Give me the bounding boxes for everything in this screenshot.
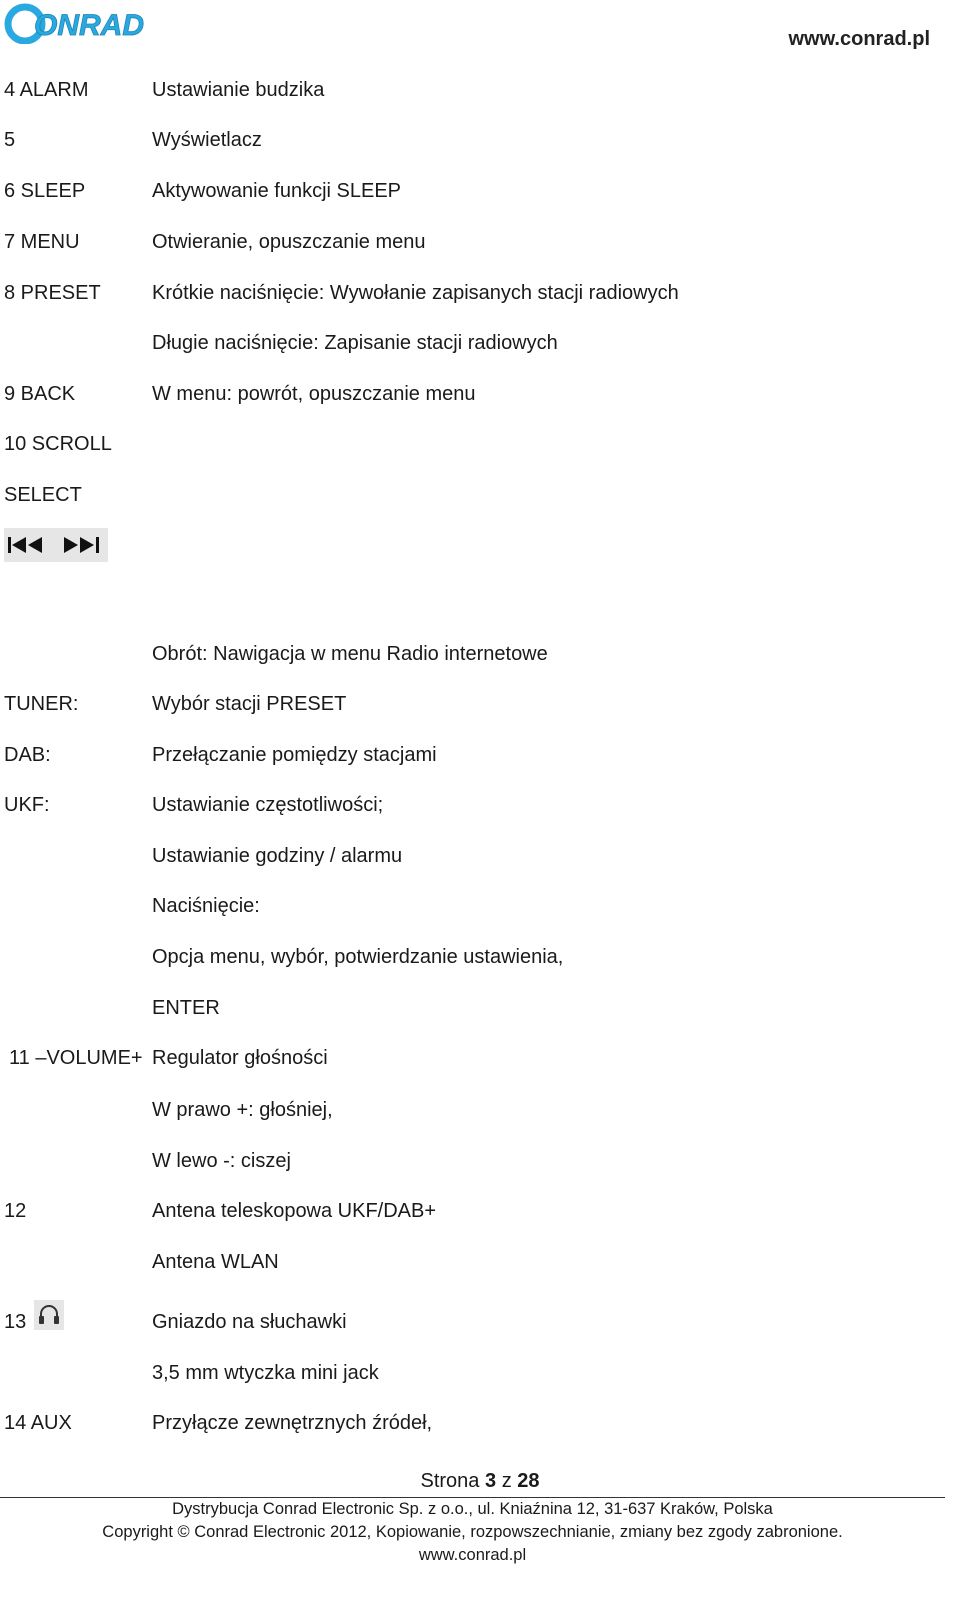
list-item: [0, 480, 960, 510]
item-label: 8 PRESET: [4, 282, 101, 304]
item-description: Przełączanie pomiędzy stacjami: [152, 744, 437, 766]
list-item: [0, 1095, 960, 1125]
list-item: [0, 176, 960, 206]
list-item: [0, 790, 960, 820]
item-description: Ustawianie godziny / alarmu: [152, 845, 403, 867]
list-item: [0, 1043, 960, 1073]
list-item: [0, 1408, 960, 1438]
list-item: [0, 278, 960, 308]
item-label: SELECT: [4, 484, 82, 506]
item-description: Obrót: Nawigacja w menu Radio internetowe: [152, 643, 548, 665]
item-label: 13: [4, 1311, 27, 1333]
svg-text:ONRAD: ONRAD: [34, 9, 144, 42]
site-url[interactable]: www.conrad.pl: [788, 28, 930, 50]
item-description: W prawo +: głośniej,: [152, 1099, 333, 1121]
item-description: Wyświetlacz: [152, 129, 262, 151]
item-description: Aktywowanie funkcji SLEEP: [152, 180, 402, 202]
item-label: 7 MENU: [4, 231, 80, 253]
page-number: Strona 3 z 28: [420, 1470, 540, 1492]
list-item: [0, 125, 960, 155]
item-label: 12: [4, 1200, 27, 1222]
list-item: [0, 689, 960, 719]
list-item: [0, 1146, 960, 1176]
headphones-icon: [34, 1300, 64, 1330]
list-item: [0, 227, 960, 257]
list-item: [0, 1307, 960, 1337]
list-item: [0, 993, 960, 1023]
item-label: 9 BACK: [4, 383, 76, 405]
list-item: [0, 429, 960, 459]
list-item: [0, 1358, 960, 1388]
footer-address: Dystrybucja Conrad Electronic Sp. z o.o., ul. Kniaźnina 12, 31-637 Kraków, Polska: [172, 1500, 773, 1518]
item-description: 3,5 mm wtyczka mini jack: [152, 1362, 379, 1384]
item-description: Opcja menu, wybór, potwierdzanie ustawienia,: [152, 946, 564, 968]
item-label: 4 ALARM: [4, 79, 89, 101]
list-item: [0, 75, 960, 105]
item-description: Antena teleskopowa UKF/DAB+: [152, 1200, 437, 1222]
item-description: Naciśnięcie:: [152, 895, 260, 917]
item-label: 5: [4, 129, 16, 151]
list-item: [0, 942, 960, 972]
item-description: Krótkie naciśnięcie: Wywołanie zapisanych stacji radiowych: [152, 282, 679, 304]
item-description: Ustawianie częstotliwości;: [152, 794, 384, 816]
item-description: Wybór stacji PRESET: [152, 693, 347, 715]
item-description: Gniazdo na słuchawki: [152, 1311, 347, 1333]
item-label: 6 SLEEP: [4, 180, 86, 202]
list-item: [0, 841, 960, 871]
item-description: Ustawianie budzika: [152, 79, 325, 101]
list-item: [0, 639, 960, 669]
skip-back-forward-icon: [4, 528, 108, 562]
headphones-image: [34, 1300, 64, 1330]
list-item: [0, 891, 960, 921]
item-description: Długie naciśnięcie: Zapisanie stacji radiowych: [152, 332, 558, 354]
item-label: 14 AUX: [4, 1412, 72, 1434]
item-description: Przyłącze zewnętrznych źródeł,: [152, 1412, 433, 1434]
list-item: [0, 1247, 960, 1277]
footer-url[interactable]: www.conrad.pl: [418, 1546, 527, 1564]
item-description: Otwieranie, opuszczanie menu: [152, 231, 426, 253]
item-label: TUNER:: [4, 693, 79, 715]
list-item: [0, 740, 960, 770]
item-description: Regulator głośności: [152, 1047, 328, 1069]
list-item: [0, 1196, 960, 1226]
item-description: Antena WLAN: [152, 1251, 279, 1273]
item-description: W menu: powrót, opuszczanie menu: [152, 383, 476, 405]
footer-divider: [0, 1497, 945, 1498]
item-label: UKF:: [4, 794, 50, 816]
conrad-logo: [4, 2, 164, 44]
item-label: 10 SCROLL: [4, 433, 112, 455]
item-label: 11 –VOLUME+: [9, 1047, 143, 1069]
item-description: ENTER: [152, 997, 220, 1019]
list-item: [0, 379, 960, 409]
footer-copyright: Copyright © Conrad Electronic 2012, Kopiowanie, rozpowszechnianie, zmiany bez zgody zabronione.: [102, 1523, 843, 1541]
item-description: W lewo -: ciszej: [152, 1150, 291, 1172]
item-label: DAB:: [4, 744, 51, 766]
skip-buttons-image: [4, 528, 108, 562]
list-item: [0, 328, 960, 358]
